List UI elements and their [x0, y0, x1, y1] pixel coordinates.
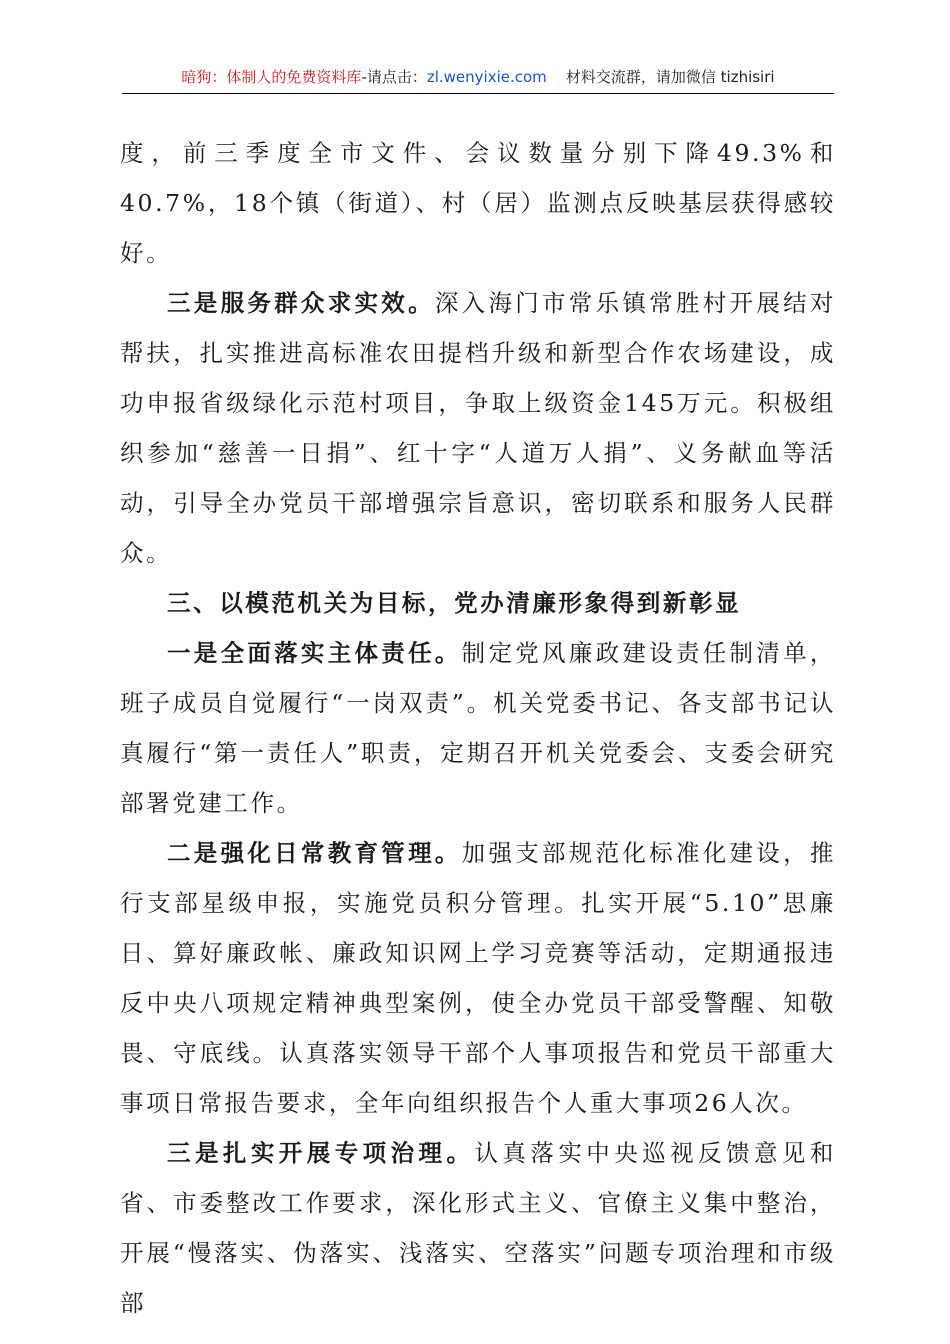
paragraph-lead: 二是强化日常教育管理。: [167, 839, 462, 867]
paragraph-text: 认真落实中央巡视反馈意见和省、市委整改工作要求，深化形式主义、官僚主义集中整治，开展“慢落实、伪落实、浅落实、空落实”问题专项治理和市级部: [120, 1139, 836, 1317]
section-heading: 三、以模范机关为目标，党办清廉形象得到新彰显: [167, 589, 742, 617]
paragraph: [120, 1128, 836, 1328]
paragraph: [120, 628, 836, 828]
click-prompt: -请点击：: [361, 68, 427, 86]
document-body: [120, 128, 836, 1328]
paragraph-text: 深入海门市常乐镇常胜村开展结对帮扶，扎实推进高标准农田提档升级和新型合作农场建设，成功申报省级绿化示范村项目，争取上级资金145万元。积极组织参加“慈善一日捐”、红十字“人道万人捐”、义务献血等活动，引导全办党员干部增强宗旨意识，密切联系和服务人民群众。: [120, 289, 836, 567]
group-text: 材料交流群，请加微信 tizhisiri: [565, 68, 775, 86]
page-header: [122, 66, 834, 88]
paragraph-lead: 一是全面落实主体责任。: [167, 639, 462, 667]
paragraph-text: 制定党风廉政建设责任制清单，班子成员自觉履行“一岗双责”。机关党委书记、各支部书记认真履行“第一责任人”职责，定期召开机关党委会、支委会研究部署党建工作。: [120, 639, 836, 817]
paragraph-lead: 三是服务群众求实效。: [167, 289, 435, 317]
header-divider: [122, 93, 834, 94]
site-name: 暗狗：体制人的免费资料库: [181, 68, 362, 86]
paragraph: [120, 278, 836, 578]
site-url-link[interactable]: zl.wenyixie.com: [426, 68, 547, 86]
paragraph: [120, 828, 836, 1128]
paragraph-lead: 三是扎实开展专项治理。: [167, 1139, 475, 1167]
paragraph-text: 加强支部规范化标准化建设，推行支部星级申报，实施党员积分管理。扎实开展“5.10”思廉日、算好廉政帐、廉政知识网上学习竞赛等活动，定期通报违反中央八项规定精神典型案例，使全办党员干部受警醒、知敬畏、守底线。认真落实领导干部个人事项报告和党员干部重大事项日常报告要求，全年向组织报告个人重大事项26人次。: [120, 839, 836, 1117]
paragraph-continuation: 度，前三季度全市文件、会议数量分别下降49.3%和40.7%，18个镇（街道）、村（居）监测点反映基层获得感较好。: [120, 139, 836, 267]
